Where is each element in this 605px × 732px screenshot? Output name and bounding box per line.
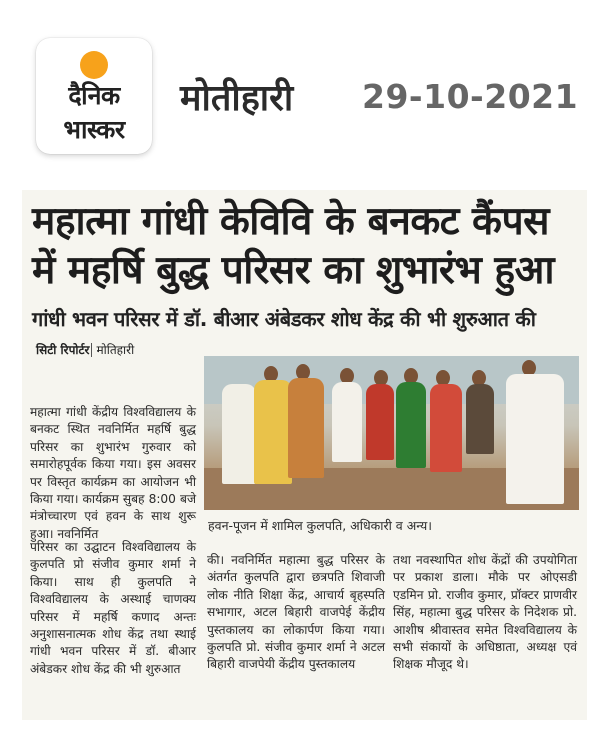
edition-city: मोतीहारी [180,78,294,119]
photo-person [222,384,256,484]
article-column-2: की। नवनिर्मित महात्मा बुद्ध परिसर के अंतर्गत कुलपति द्वारा छत्रपति शिवाजी लोक नीति शिक्षा केंद्र, आचार्य बृहस्पति सभागार, अटल बिहारी वाजपेई केंद्रीय पुस्तकालय का लोकार्पण किया गया। कुलपति प्रो. संजीव कुमार शर्मा ने अटल बिहारी वाजपेयी केंद्रीय पुस्तकालय [207,553,385,672]
article-column-1: परिसर का उद्घाटन विश्वविद्यालय के कुलपति प्रो संजीव कुमार शर्मा ने किया। साथ ही कुलपति ने विश्वविद्यालय के अस्थाई चाणक्य परिसर में महर्षि कणाद अन्तः अनुशासनात्मक शोध केंद्र तथा स्थाई गांधी भवन परिसर में डॉ. बीआर अंबेडकर शोध केंद्र की भी शुरुआत [30,540,196,676]
article-column-1-top: महात्मा गांधी केंद्रीय विश्वविद्यालय के बनकट स्थित नवनिर्मित महर्षि बुद्ध परिसर का शुभारंभ गुरुवार को समारोहपूर्वक किया गया। इस अवसर पर विस्तृत कार्यक्रम का आयोजन भी किया गया। कार्यक्रम सुबह 8:00 बजे मंत्रोच्चारण एवं हवन के साथ शुरू हुआ। नवनिर्मित [30,405,196,541]
photo-person [366,384,394,460]
byline-place: मोतिहारी [91,343,134,357]
dainik-bhaskar-logo[interactable] [36,38,152,154]
news-clipping [22,190,587,720]
news-photo [204,356,579,510]
photo-person [396,382,426,468]
photo-person [254,380,292,484]
logo-text-line2: भास्कर [63,115,125,144]
byline-reporter: सिटी रिपोर्टर [36,343,90,357]
photo-person [506,374,564,504]
logo-text-line1: दैनिक [68,81,120,110]
photo-person [288,378,324,478]
edition-date: 29-10-2021 [362,77,579,116]
photo-caption: हवन-पूजन में शामिल कुलपति, अधिकारी व अन्य। [208,518,432,533]
page-header [0,0,605,180]
photo-person [466,384,494,454]
headline-line2: में महर्षि बुद्ध परिसर का शुभारंभ हुआ [32,248,554,293]
photo-person [430,384,462,472]
sun-icon [80,51,108,79]
headline-line1: महात्मा गांधी केविवि के बनकट कैंपस [32,199,550,244]
photo-person [332,382,362,462]
subheadline: गांधी भवन परिसर में डॉ. बीआर अंबेडकर शोध केंद्र की भी शुरुआत की [32,307,536,331]
article-column-3: तथा नवस्थापित शोध केंद्रों की उपयोगिता पर प्रकाश डाला। मौके पर ओएसडी एडमिन प्रो. राजीव कुमार, प्रॉक्टर प्राणवीर सिंह, महात्मा बुद्ध परिसर के निदेशक प्रो. आशीष श्रीवास्तव समेत विश्वविद्यालय के सभी संकायों के अधिष्ठाता, अध्यक्ष एवं शिक्षक मौजूद थे। [393,553,577,672]
byline [36,341,134,358]
